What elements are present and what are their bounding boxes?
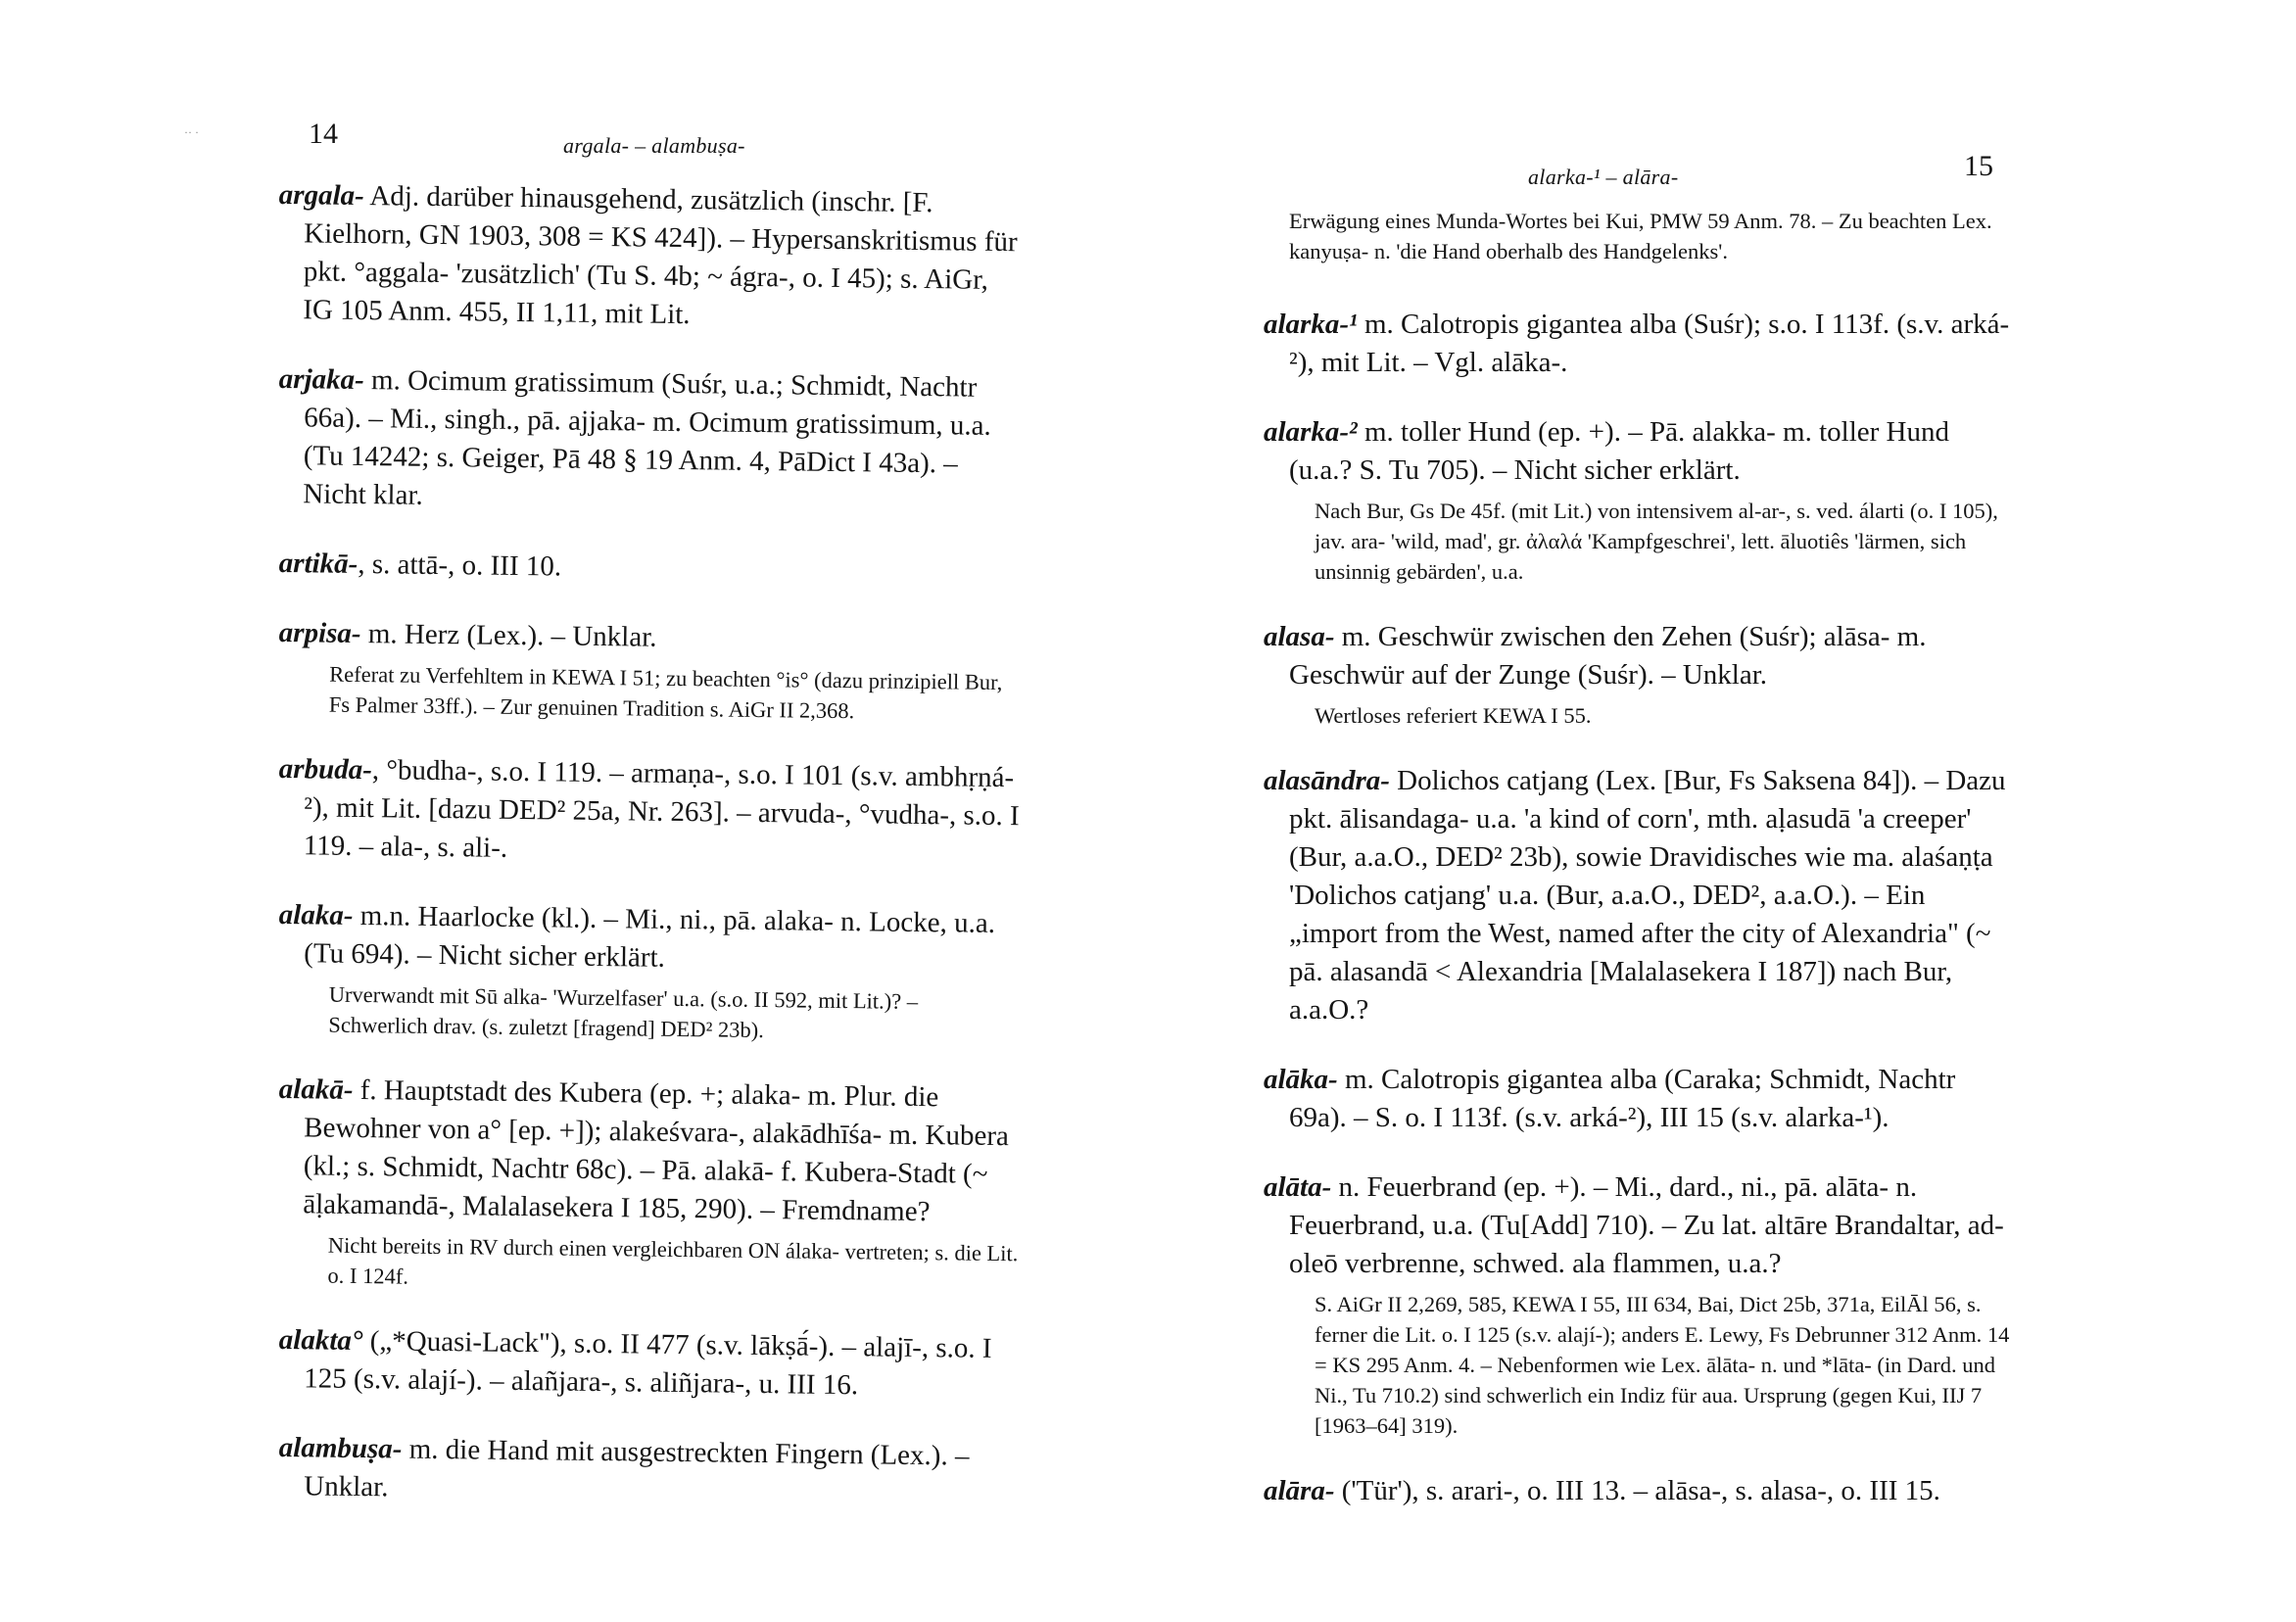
entry-headword: arpisa- — [278, 616, 361, 650]
entry-text — [1264, 306, 2018, 382]
entry-headword: alarka-¹ — [1264, 309, 1358, 340]
right-page-header — [1264, 147, 2018, 206]
entry-headword: arjaka- — [278, 362, 364, 397]
dictionary-entry — [1264, 413, 2018, 587]
left-page-number: 14 — [309, 118, 338, 150]
dictionary-entry — [278, 614, 1024, 724]
dictionary-entry — [1264, 306, 2018, 382]
entry-text — [276, 1071, 1024, 1299]
entry-definition: m. toller Hund (ep. +). – Pā. alakka- m. toller Hund (u.a.? S. Tu 705). – Nicht sicher erklärt. — [1289, 416, 1949, 486]
right-page-number: 15 — [1964, 150, 1993, 182]
entry-text — [278, 614, 1024, 728]
entry-headword: alaka- — [278, 898, 354, 931]
dictionary-entry — [1264, 1472, 2018, 1510]
entry-text — [279, 545, 1024, 592]
entry-definition: , s. attā-, o. III 10. — [358, 548, 562, 583]
dictionary-entry — [1264, 1169, 2018, 1441]
entry-text — [277, 360, 1024, 522]
entry-definition: n. Feuerbrand (ep. +). – Mi., dard., ni., pā. alāta- n. Feuerbrand, u.a. (Tu[Add] 710). – Zu lat. altāre Brandaltar, ad-oleō verbrenne, schwed. ala flammen, u.a.? — [1289, 1171, 2004, 1279]
entry-definition: m. Herz (Lex.). – Unklar. — [360, 618, 657, 653]
entry-definition: , °budha-, s.o. I 119. – armaṇa-, s.o. I 101 (s.v. ambhṛṇá-²), mit Lit. [dazu DED² 25a, Nr. 263]. – arvuda-, °vudha-, s.o. I 119. – ala-, s. ali-. — [303, 754, 1020, 864]
entry-headword: alasa- — [1264, 621, 1335, 652]
dictionary-entry — [1264, 618, 2018, 731]
entry-definition: Dolichos catjang (Lex. [Bur, Fs Saksena 84]). – Dazu pkt. ālisandaga- u.a. 'a kind of corn', mth. aḷasudā 'a creeper' (Bur, a.a.O., DED² 23b), sowie Dravidisches wie ma. alaśaṇṭa 'Dolichos catjang' u.a. (Bur, a.a.O., DED², a.a.O.). – Ein „import from the West, named after the city of Alexandria" (~ pā. alasandā < Alexandria [Malalasekera I 187]) nach Bur, a.a.O.? — [1289, 765, 2006, 1026]
right-entries — [1264, 306, 2018, 1510]
entry-definition: m.n. Haarlocke (kl.). – Mi., ni., pā. alaka- n. Locke, u.a. (Tu 694). – Nicht sicher erklärt. — [304, 899, 996, 974]
entry-definition: m. Ocimum gratissimum (Suśr, u.a.; Schmidt, Nachtr 66a). – Mi., singh., pā. ajjaka- m. Ocimum gratissimum, u.a. (Tu 14242; s. Geiger, Pā 48 § 19 Anm. 4, PāDict I 43a). – Nicht klar. — [303, 364, 991, 511]
dictionary-entry — [279, 176, 1024, 329]
entry-definition: Adj. darüber hinausgehend, zusätzlich (inschr. [F. Kielhorn, GN 1903, 308 = KS 424]). – Hypersanskritismus für pkt. °aggala- 'zusätzlich' (Tu S. 4b; ~ ágra-, o. I 45); s. AiGr, IG 105 Anm. 455, II 1,11, mit Lit. — [303, 180, 1018, 331]
left-running-head: argala- – alambuṣa- — [563, 133, 745, 158]
entry-note: S. AiGr II 2,269, 585, KEWA I 55, III 634, Bai, Dict 25b, 371a, EilĀl 56, s. ferner die Lit. o. I 125 (s.v. alají-); anders E. Lewy, Fs Debrunner 312 Anm. 14 = KS 295 Anm. 4. – Nebenformen wie Lex. ālāta- n. und *lāta- (in Dard. und Ni., Tu 710.2) sind schwerlich ein Indiz für aua. Ursprung (gegen Kui, IIJ 7 [1963–64] 319). — [1315, 1292, 2010, 1438]
entry-headword: alakā- — [278, 1073, 354, 1106]
right-running-head: alarka-¹ – alāra- — [1528, 165, 1679, 189]
entry-note: Referat zu Verfehltem in KEWA I 51; zu beachten °is° (dazu prinzipiell Bur, Fs Palmer 33ff.). – Zur genuinen Tradition s. AiGr II 2,368. — [328, 661, 1003, 724]
dictionary-entry — [1264, 762, 2018, 1029]
dictionary-entry — [279, 1071, 1024, 1290]
entry-headword: argala- — [278, 178, 364, 213]
entry-note: Nach Bur, Gs De 45f. (mit Lit.) von intensivem al-ar-, s. ved. álarti (o. I 105), jav. ara- 'wild, mad', gr. ἀλαλά 'Kampfgeschrei', lett. āluotiês 'lärmen, sich unsinnig gebärden', u.a. — [1315, 499, 1998, 584]
entry-definition: m. die Hand mit ausgestreckten Fingern (Lex.). – Unklar. — [304, 1433, 970, 1503]
entry-headword: arbuda- — [278, 752, 373, 787]
entry-headword: artikā- — [278, 547, 359, 580]
entry-text — [278, 1321, 1024, 1407]
entry-headword: alarka-² — [1264, 416, 1358, 448]
dictionary-entry — [278, 896, 1024, 1043]
entry-text — [278, 1429, 1024, 1514]
entry-text — [1264, 1472, 2018, 1510]
entry-text — [1264, 1061, 2018, 1137]
dictionary-entry — [279, 750, 1024, 865]
entry-note: Nicht bereits in RV durch einen vergleichbaren ON álaka- vertreten; s. die Lit. o. I 124f. — [327, 1232, 1019, 1289]
entry-definition: f. Hauptstadt des Kubera (ep. +; alaka- m. Plur. die Bewohner von a° [ep. +]); alakeśvara-, alakādhīśa- m. Kubera (kl.; s. Schmidt, Nachtr 68c). – Pā. alakā- f. Kubera-Stadt (~ āḷakamandā-, Malalasekera I 185, 290). – Fremdname? — [303, 1073, 1010, 1228]
entry-headword: alāra- — [1264, 1475, 1335, 1506]
left-entries — [279, 176, 1024, 1505]
entry-definition: ('Tür'), s. arari-, o. III 13. – alāsa-, s. alasa-, o. III 15. — [1334, 1475, 1940, 1506]
entry-note: Urverwandt mit Sū alka- 'Wurzelfaser' u.a. (s.o. II 592, mit Lit.)? – Schwerlich drav. (s. zuletzt [fragend] DED² 23b). — [328, 981, 919, 1043]
right-page — [1264, 147, 2018, 1542]
entry-text — [277, 176, 1024, 338]
entry-text — [1264, 413, 2018, 587]
entry-headword: alāka- — [1264, 1064, 1338, 1095]
dictionary-entry — [1264, 1061, 2018, 1137]
entry-text — [1264, 1169, 2018, 1441]
dictionary-entry — [279, 1429, 1024, 1505]
entry-text — [1264, 762, 2018, 1029]
entry-text — [277, 896, 1024, 1048]
entry-text — [278, 750, 1024, 874]
entry-definition: m. Calotropis gigantea alba (Suśr); s.o. I 113f. (s.v. arká-²), mit Lit. – Vgl. alāka-. — [1289, 309, 2010, 378]
left-page — [279, 118, 1024, 1537]
dictionary-entry — [279, 545, 1024, 583]
left-page-header — [279, 118, 1024, 176]
entry-headword: alāta- — [1264, 1171, 1332, 1203]
entry-headword: alakta° — [278, 1323, 363, 1358]
entry-definition: m. Calotropis gigantea alba (Caraka; Schmidt, Nachtr 69a). – S. o. I 113f. (s.v. arká-²), III 15 (s.v. alarka-¹). — [1289, 1064, 1956, 1133]
entry-definition: m. Geschwür zwischen den Zehen (Suśr); alāsa- m. Geschwür auf der Zunge (Suśr). – Unklar. — [1289, 621, 1927, 691]
entry-headword: alambuṣa- — [278, 1431, 403, 1465]
continued-note: Erwägung eines Munda-Wortes bei Kui, PMW 59 Anm. 78. – Zu beachten Lex. kanyuṣa- n. 'die Hand oberhalb des Handgelenks'. — [1289, 209, 1992, 263]
scan-speck: ·· · — [184, 125, 199, 139]
entry-text — [1264, 618, 2018, 731]
entry-headword: alasāndra- — [1264, 765, 1390, 796]
dictionary-entry — [279, 360, 1024, 513]
entry-note: Wertloses referiert KEWA I 55. — [1315, 703, 1592, 728]
dictionary-entry — [278, 1321, 1024, 1402]
entry-definition: („*Quasi-Lack"), s.o. II 477 (s.v. lākṣā́-). – alajī-, s.o. I 125 (s.v. alají-). – alañjara-, s. aliñjara-, u. III 16. — [304, 1325, 992, 1402]
